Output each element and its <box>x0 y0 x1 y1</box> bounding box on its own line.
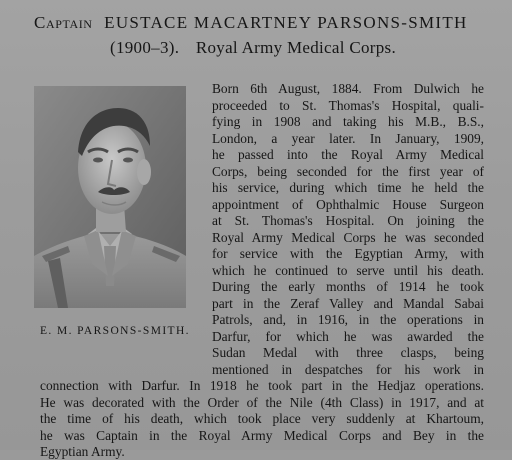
text-line: part in the Zeraf Valley and Mandal Sabai <box>212 295 484 311</box>
text-line: Born 6th August, 1884. From Dulwich he <box>212 81 484 96</box>
text-line: Royal Army Medical Corps he was seconded <box>212 229 484 245</box>
text-line: appointment of Ophthalmic House Surgeon <box>212 196 484 212</box>
text-line: the time of his death, which took place very suddenly at Khartoum, <box>40 411 484 426</box>
text-line: During the early months of 1914 he took <box>212 279 484 294</box>
text-line: he was Captain in the Royal Army Medical Corps and Bey in the <box>40 427 484 443</box>
text-line: for service with the Egyptian Army, with <box>212 246 484 261</box>
text-line: Patrols, and, in 1916, in the operations in <box>212 312 484 327</box>
text-line: fying in 1908 and taking his M.B., B.S., <box>212 114 484 129</box>
unit-name: Royal Army Medical Corps. <box>195 38 396 57</box>
text-line: Sudan Medal with three clasps, being <box>212 345 484 360</box>
text-line: his service, during which time he held the <box>212 180 484 195</box>
text-line: He was decorated with the Order of the Nile (4th Class) in 1917, and at <box>40 394 484 410</box>
text-line: which he continued to serve until his death. <box>212 262 484 278</box>
text-line: Darfur, for which he was awarded the <box>212 328 484 344</box>
text-line: he passed into the Royal Army Medical <box>212 147 484 162</box>
text-line: mentioned in despatches for his work in <box>212 361 484 377</box>
officer-name: EUSTACE MACARTNEY PARSONS-SMITH <box>104 13 468 32</box>
service-years: (1900–3). <box>110 38 180 57</box>
text-line: at St. Thomas's Hospital. On joining the <box>212 213 484 228</box>
rank-label: Captain <box>34 13 93 32</box>
text-line: London, a year later. In January, 1909, <box>212 130 484 146</box>
text-line: proceeded to St. Thomas's Hospital, quali- <box>212 97 484 113</box>
text-line: Corps, being seconded for the first year of <box>212 163 484 179</box>
portrait-caption: E. M. PARSONS-SMITH. <box>40 325 190 337</box>
text-line: connection with Darfur. In 1918 he took part in the Hedjaz operations. <box>40 378 484 393</box>
text-line: Egyptian Army. <box>40 444 125 459</box>
